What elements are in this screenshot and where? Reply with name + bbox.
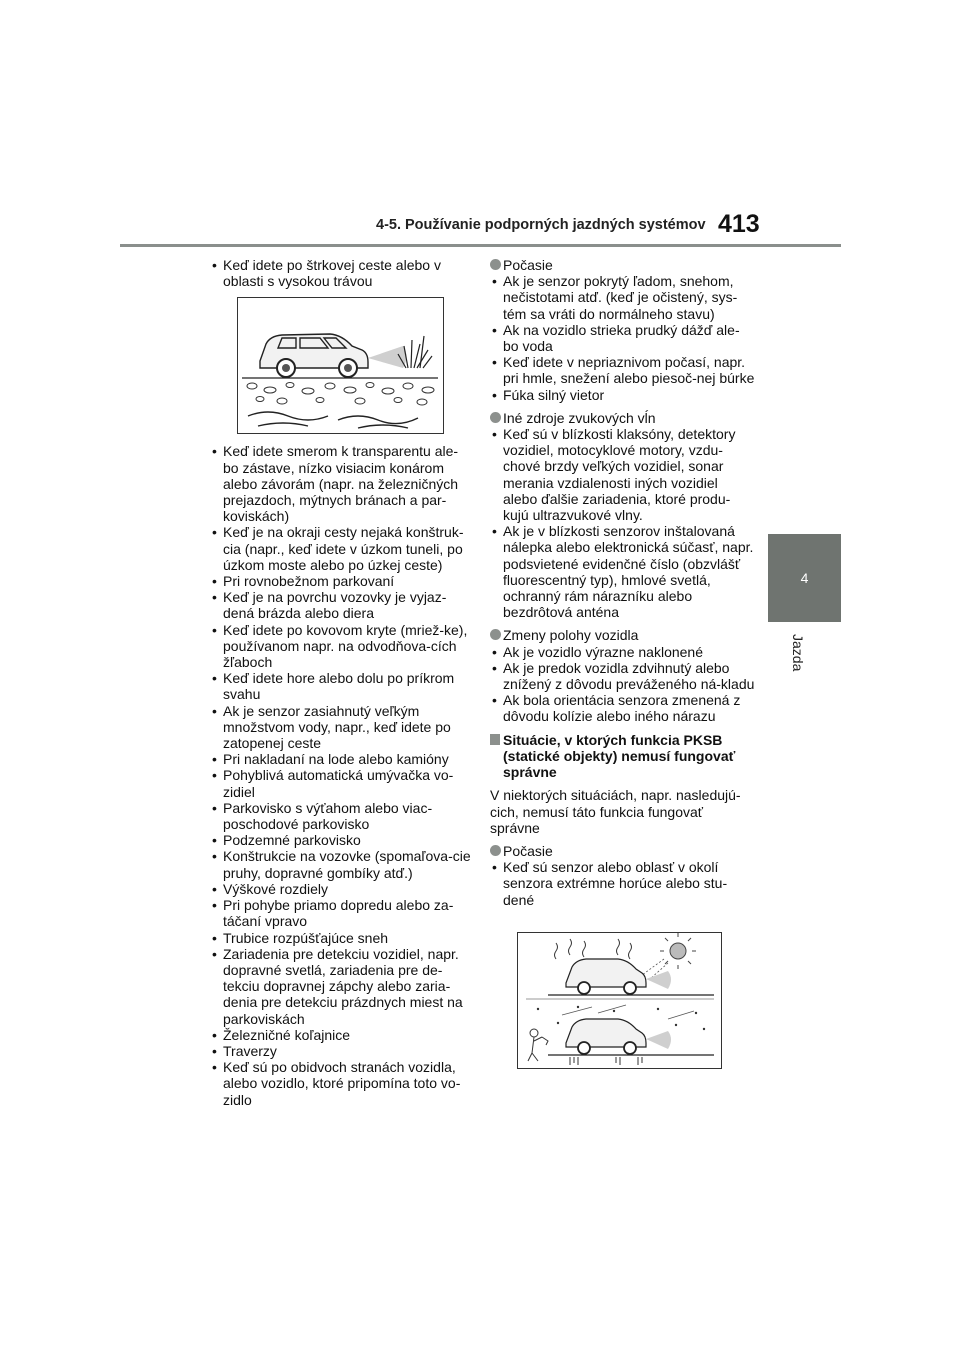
category-heading: Počasie	[490, 257, 755, 273]
list-item: • Keď sú v blízkosti klaksóny, detektory vozidiel, motocyklové motory, vzdu-chové brzdy veľkých vozidiel, sonar merania vzdialenosti iných vozidiel alebo ďalšie zariadenia, ktoré produ-kujú ultrazvukové vlny.	[490, 426, 755, 523]
wheel-hub-icon	[344, 364, 352, 372]
list-item: • Zariadenia pre detekciu vozidiel, napr. dopravné svetlá, zariadenia pre de-tekciu dopravnej zápchy alebo zaria-denia pre detekciu prázdnych miest na parkoviskách	[210, 946, 472, 1027]
hot-cold-drawing	[518, 933, 721, 1068]
heat-wave-icon	[555, 939, 632, 959]
list-item: • Keď idete v nepriaznivom počasí, napr. pri hmle, snežení alebo piesoč-nej búrke	[490, 354, 755, 386]
circle-bullet-icon	[490, 412, 501, 423]
list-item: • Výškové rozdiely	[210, 881, 472, 897]
list-item: • Keď je na povrchu vozovky je vyjaz-dená brázda alebo diera	[210, 589, 472, 621]
list-item: • Ak je senzor zasiahnutý veľkým množstvom vody, napr., keď idete po zatopenej ceste	[210, 703, 472, 752]
list-item: • Ak je v blízkosti senzorov inštalovaná nálepka alebo elektronická súčasť, napr. podsvietené evidenčné číslo (obzvlášť fluorescentný typ), hmlové svetlá, ochranný rám nárazníku alebo bezdrôtová anténa	[490, 523, 755, 620]
section-heading: Situácie, v ktorých funkcia PKSB (statické objekty) nemusí fungovať správne	[490, 732, 755, 781]
sound-list	[490, 426, 755, 620]
list-item: • Ak je predok vozidla zdvihnutý alebo znížený z dôvodu preváženého ná-kladu	[490, 660, 755, 692]
tyre-track-icon	[248, 412, 418, 428]
list-item: • Ak je vozidlo výrazne naklonené	[490, 644, 755, 660]
position-list	[490, 644, 755, 725]
list-item: • Keď idete smerom k transparentu ale-bo zástave, nízko visiacim konárom alebo závorám (napr. na železničných prejazdoch, mýtnych bránach a par-koviskách)	[210, 443, 472, 524]
chapter-label: Jazda	[790, 634, 806, 672]
list-item: • Keď sú po obidvoch stranách vozidla, alebo vozidlo, ktoré pripomína toto vo-zidlo	[210, 1059, 472, 1108]
sensor-beam-icon	[646, 971, 671, 989]
wheel-icon	[624, 1042, 636, 1054]
wind-lines-icon	[562, 1005, 694, 1019]
gravel-road-drawing	[238, 298, 443, 433]
icicle-icon	[570, 1057, 642, 1065]
list-item: • Trubice rozpúšťajúce sneh	[210, 930, 472, 946]
category-heading: Počasie	[490, 843, 755, 859]
sensor-beam-icon	[646, 1031, 671, 1049]
left-column	[210, 257, 472, 1108]
chapter-number: 4	[800, 570, 809, 586]
list-item: • Pri rovnobežnom parkovaní	[210, 573, 472, 589]
header-divider	[120, 244, 841, 247]
hot-cold-sensor-illustration	[517, 932, 722, 1069]
list-item: • Keď je na okraji cesty nejaká konštruk-cia (napr., keď idete v úzkom tuneli, po úzkom moste alebo po úzkej ceste)	[210, 524, 472, 573]
list-item: • Ak bola orientácia senzora zmenená z dôvodu kolízie alebo iného nárazu	[490, 692, 755, 724]
weather-list	[490, 273, 755, 403]
circle-bullet-icon	[490, 259, 501, 270]
circle-bullet-icon	[490, 629, 501, 640]
list-item: • Ak na vozidlo strieka prudký dážď ale-bo voda	[490, 322, 755, 354]
list-item: • Keď idete po štrkovej ceste alebo v oblasti s vysokou trávou	[210, 257, 472, 289]
wheel-icon	[624, 982, 636, 994]
list-item: • Konštrukcie na vozovke (spomaľova-cie pruhy, dopravné gombíky atď.)	[210, 848, 472, 880]
square-bullet-icon	[490, 734, 500, 745]
page-number: 413	[718, 210, 760, 238]
right-column	[490, 257, 755, 1078]
section-paragraph: V niektorých situáciách, napr. nasledujú-cich, nemusí táto funkcia fungovať správne	[490, 787, 741, 836]
category-heading: Iné zdroje zvukových vĺn	[490, 410, 755, 426]
list-item: • Ak je senzor pokrytý ľadom, snehom, nečistotami atď. (keď je očistený, sys-tém sa vráti do normálneho stavu)	[490, 273, 755, 322]
chapter-tab	[768, 534, 841, 622]
sun-icon	[660, 933, 696, 969]
list-item: • Keď idete hore alebo dolu po príkrom svahu	[210, 670, 472, 702]
list-item: • Keď idete po kovovom kryte (mriež-ke), používanom napr. na odvodňova-cích žľaboch	[210, 622, 472, 671]
situations-list	[210, 443, 472, 1107]
list-item: • Pri pohybe priamo dopredu alebo za-táčaní vpravo	[210, 897, 472, 929]
gravel-icon	[247, 383, 434, 406]
list-item: • Fúka silný vietor	[490, 387, 755, 403]
list-item: • Pri nakladaní na lode alebo kamióny	[210, 751, 472, 767]
intro-list	[210, 257, 472, 289]
list-item: • Podzemné parkovisko	[210, 832, 472, 848]
list-item: • Parkovisko s výťahom alebo viac-poschodové parkovisko	[210, 800, 472, 832]
gravel-road-illustration	[237, 297, 444, 434]
circle-bullet-icon	[490, 845, 501, 856]
list-item: • Železničné koľajnice	[210, 1027, 472, 1043]
category-heading: Zmeny polohy vozidla	[490, 627, 755, 643]
wheel-icon	[578, 982, 590, 994]
running-header: 4-5. Používanie podporných jazdných systémov	[376, 217, 706, 233]
wheel-hub-icon	[282, 364, 290, 372]
list-item: • Traverzy	[210, 1043, 472, 1059]
sensor-beam-icon	[368, 346, 407, 368]
pedestrian-icon	[528, 1029, 548, 1061]
list-item: • Pohyblivá automatická umývačka vo-zidiel	[210, 767, 472, 799]
list-item: • Keď sú senzor alebo oblasť v okolí senzora extrémne horúce alebo stu-dené	[490, 859, 755, 908]
weather2-list	[490, 859, 755, 908]
wheel-icon	[578, 1042, 590, 1054]
